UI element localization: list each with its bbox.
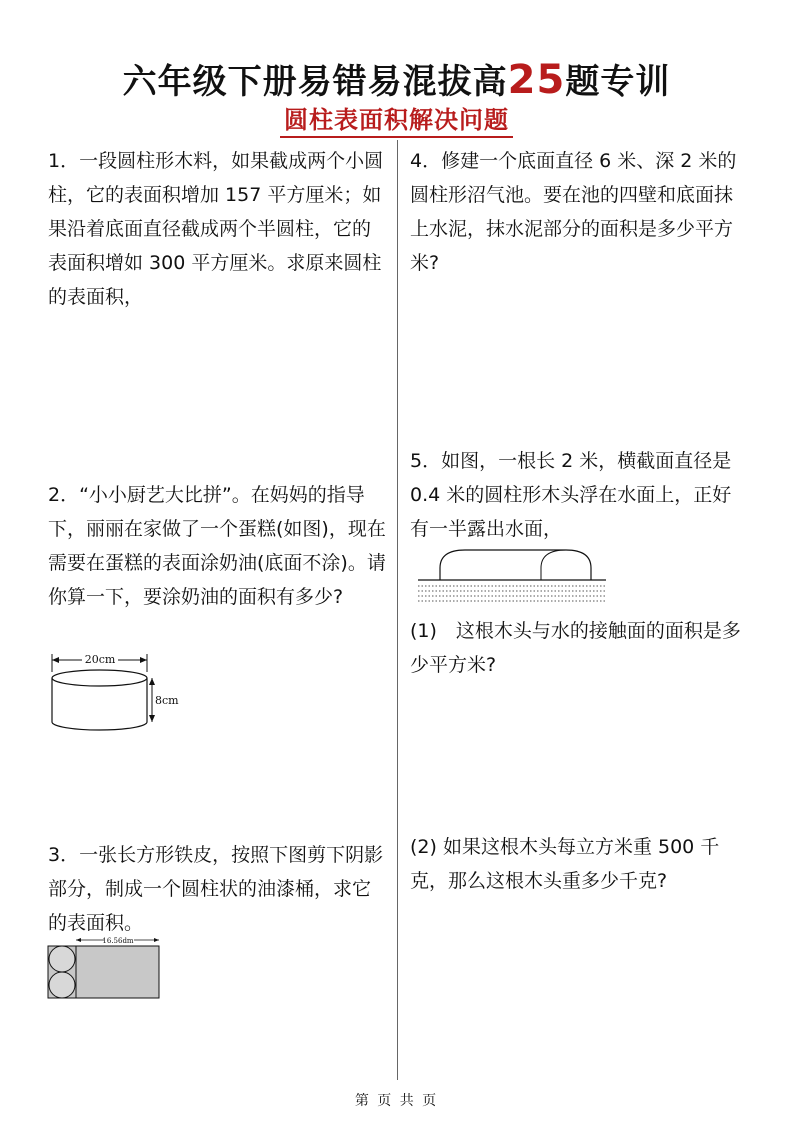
sheet-figure xyxy=(46,934,166,1004)
sheet-shaded-rect xyxy=(76,946,159,998)
question-5-part-2: (2) 如果这根木头每立方米重 500 千克，那么这根木头重多少千克? xyxy=(410,836,720,892)
sheet-arrow-right xyxy=(154,938,159,942)
sheet-circle-bottom xyxy=(49,972,75,998)
sheet-arrow-left xyxy=(76,938,81,942)
question-1: 1．一段圆柱形木料，如果截成两个小圆柱，它的表面积增加 157 平方厘米；如果沿着底面直径截成两个半圆柱，它的表面积增如 300 平方厘米。求原来圆柱的表面积， xyxy=(48,150,384,308)
title-pre: 六年级下册易错易混拔高 xyxy=(122,62,508,102)
cake-width-label: 20cm xyxy=(84,653,116,666)
cake-width-arrow-left xyxy=(52,657,59,663)
sheet-circle-top xyxy=(49,946,75,972)
page-subtitle: 圆柱表面积解决问题 xyxy=(280,100,513,138)
log-outline xyxy=(440,550,591,580)
question-5-part-1: (1) 这根木头与水的接触面的面积是多少平方米? xyxy=(410,620,741,676)
question-4: 4．修建一个底面直径 6 米、深 2 米的圆柱形沼气池。要在池的四壁和底面抹上水泥，抹水泥部分的面积是多少平方米? xyxy=(410,150,737,274)
cake-top xyxy=(52,670,147,686)
column-divider xyxy=(397,140,398,1080)
title-number: 25 xyxy=(507,57,566,103)
page-title xyxy=(0,54,793,103)
title-post: 题专训 xyxy=(565,62,671,102)
question-3: 3．一张长方形铁皮，按照下图剪下阴影部分，制成一个圆柱状的油漆桶，求它的表面积。 xyxy=(48,844,384,934)
question-2: 2．“小小厨艺大比拼”。在妈妈的指导下，丽丽在家做了一个蛋糕(如图)，现在需要在蛋糕的表面涂奶油(底面不涂)。请你算一下，要涂奶油的面积有多少? xyxy=(48,484,386,608)
cake-width-arrow-right xyxy=(140,657,147,663)
cake-height-arrow-bottom xyxy=(149,715,155,722)
subtitle-row xyxy=(0,100,793,138)
cake-height-label: 8cm xyxy=(155,694,179,707)
cake-bottom xyxy=(52,722,147,730)
log-figure xyxy=(418,548,608,608)
page-footer: 第 页 共 页 xyxy=(354,1093,439,1109)
cake-figure xyxy=(44,650,184,735)
log-end-arc xyxy=(541,550,566,580)
cake-height-arrow-top xyxy=(149,678,155,685)
sheet-length-label: 16.56dm xyxy=(102,937,134,945)
question-5: 5．如图，一根长 2 米，横截面直径是 0.4 米的圆柱形木头浮在水面上，正好有一半露出水面， xyxy=(410,450,732,540)
